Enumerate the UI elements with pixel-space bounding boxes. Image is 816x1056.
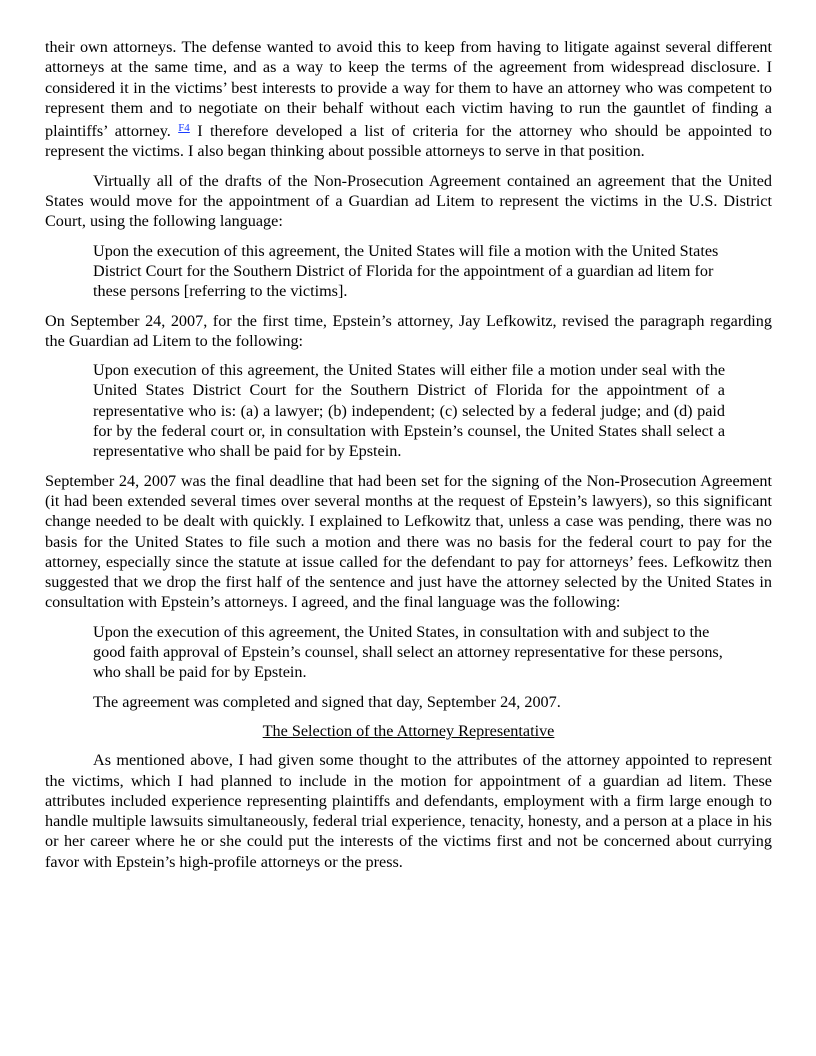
block-quote-3: Upon the execution of this agreement, the United States, in consultation with and subject to the good faith approval of Epstein’s counsel, shall select an attorney representative for these persons, who shall be paid for by Epstein. — [93, 622, 723, 682]
paragraph-5: As mentioned above, I had given some thought to the attributes of the attorney appointed to represent the victims, which I had planned to include in the motion for appointment of a guardian ad litem. These attributes included experience representing plaintiffs and defendants, employment with a firm large enough to handle multiple lawsuits simultaneously, federal trial experience, tenacity, honesty, and a person at a place in his or her career where he or she could put the interests of the victims first and not be concerned about currying favor with Epstein’s high-profile attorneys or the press. — [45, 751, 772, 871]
block-quote-2: Upon execution of this agreement, the United States will either file a motion under seal with the United States District Court for the Southern District of Florida for the appointment of a representative who is: (a) a lawyer; (b) independent; (c) selected by a federal judge; and (d) paid for by the federal court or, in consultation with Epstein’s counsel, the United States shall select a representative who shall be paid for by Epstein. — [93, 361, 725, 461]
paragraph-1-text-a: their own attorneys. The defense wanted to avoid this to keep from having to litigate against several different attorneys at the same time, and as a way to keep the terms of the agreement from widespread disclosure. I considered it in the victims’ best interests to provide a way for them to have an attorney who was competent to represent them and to negotiate on their behalf without each victim having to run the gauntlet of finding a plaintiffs’ attorney. — [45, 38, 772, 141]
agreement-signed-note: The agreement was completed and signed that day, September 24, 2007. — [93, 692, 561, 711]
paragraph-1 — [45, 37, 772, 162]
section-heading: The Selection of the Attorney Representative — [262, 721, 555, 740]
paragraph-3: On September 24, 2007, for the first time, Epstein’s attorney, Jay Lefkowitz, revised the paragraph regarding the Guardian ad Litem to the following: — [45, 311, 772, 350]
paragraph-4: September 24, 2007 was the final deadline that had been set for the signing of the Non-Prosecution Agreement (it had been extended several times over several months at the request of Epstein’s lawyers), so this significant change needed to be dealt with quickly. I explained to Lefkowitz that, unless a case was pending, there was no basis for the United States to file such a motion and there was no basis for the federal court to pay for the attorney, especially since the statute at issue called for the defendant to pay for attorneys’ fees. Lefkowitz then suggested that we drop the first half of the sentence and just have the attorney selected by the United States in consultation with Epstein’s attorneys. I agreed, and the final language was the following: — [45, 471, 772, 612]
block-quote-1: Upon the execution of this agreement, the United States will file a motion with the United States District Court for the Southern District of Florida for the appointment of a guardian ad litem for these persons [referring to the victims]. — [93, 241, 719, 301]
paragraph-2: Virtually all of the drafts of the Non-Prosecution Agreement contained an agreement that the United States would move for the appointment of a Guardian ad Litem to represent the victims in the U.S. District Court, using the following language: — [45, 171, 772, 231]
paragraph-1-text-b: I therefore developed a list of criteria for the attorney who should be appointed to represent the victims. I also began thinking about possible attorneys to serve in that position. — [45, 122, 772, 161]
document-page — [45, 37, 772, 881]
footnote-link-f4[interactable]: F4 — [178, 122, 190, 135]
